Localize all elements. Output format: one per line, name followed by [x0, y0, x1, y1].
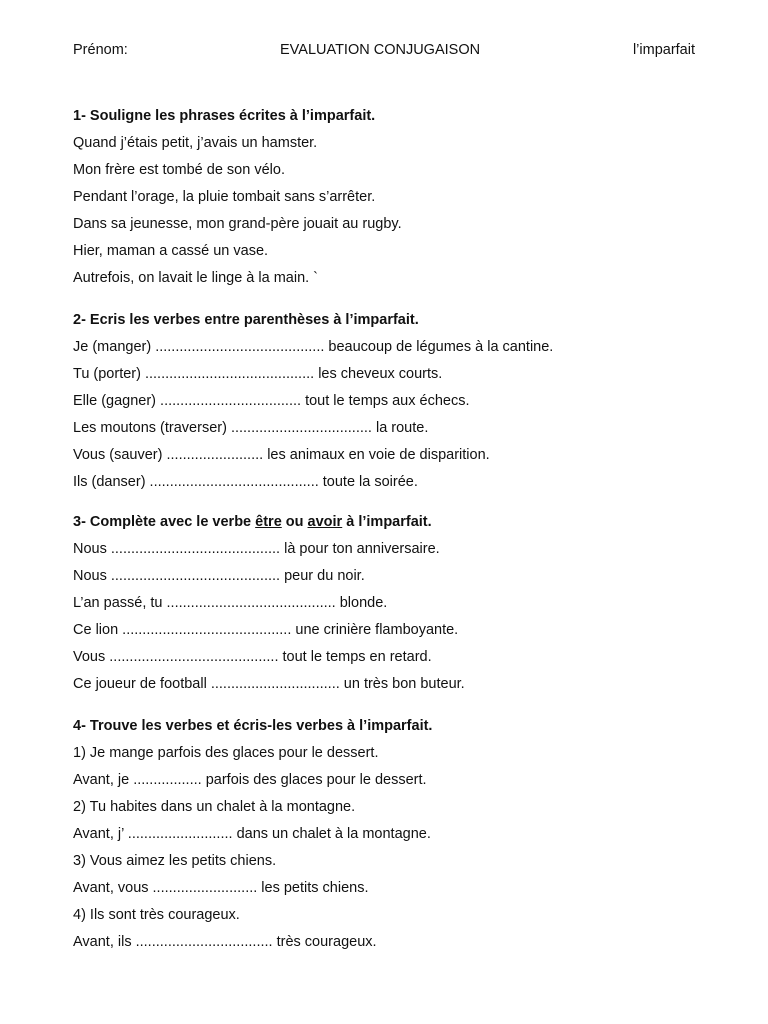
exercise-4-item: 3) Vous aimez les petits chiens. — [73, 853, 277, 869]
exercise-2-instruction: 2- Ecris les verbes entre parenthèses à l’imparfait. — [73, 312, 419, 328]
exercise-2-item: Tu (porter) .......................................... les cheveux courts. — [73, 366, 443, 382]
exercise-4-item: 1) Je mange parfois des glaces pour le dessert. — [73, 745, 379, 761]
exercise-4-item: Avant, je ................. parfois des glaces pour le dessert. — [73, 772, 427, 788]
exercise-3-item: Ce joueur de football ................................ un très bon buteur. — [73, 676, 465, 692]
exercise-3-instruction-start: 3- Complète avec le verbe — [73, 514, 256, 530]
exercise-1-sentence: Autrefois, on lavait le linge à la main. ` — [73, 270, 319, 286]
exercise-4-instruction: 4- Trouve les verbes et écris-les verbes à l’imparfait. — [73, 718, 433, 734]
worksheet-topic: l’imparfait — [632, 42, 695, 58]
exercise-3-instruction-or: ou — [281, 514, 308, 530]
name-label: Prénom: — [73, 42, 128, 58]
exercise-2-item: Les moutons (traverser) ................................... la route. — [73, 420, 429, 436]
exercise-4-item: Avant, ils .................................. très courageux. — [73, 934, 377, 950]
exercise-1-sentence: Pendant l’orage, la pluie tombait sans s’arrêter. — [73, 189, 376, 205]
exercise-4-item: 4) Ils sont très courageux. — [73, 907, 240, 923]
exercise-2-item: Je (manger) .......................................... beaucoup de légumes à la cantine. — [73, 339, 554, 355]
verb-avoir: avoir — [307, 514, 343, 530]
exercise-4-item: 2) Tu habites dans un chalet à la montagne. — [73, 799, 356, 815]
exercise-2-item: Elle (gagner) ................................... tout le temps aux échecs. — [73, 393, 470, 409]
exercise-3-item: Nous .......................................... peur du noir. — [73, 568, 365, 584]
exercise-2 — [73, 307, 713, 496]
exercise-1-instruction: 1- Souligne les phrases écrites à l’imparfait. — [73, 108, 376, 124]
worksheet-header — [73, 42, 695, 62]
exercise-3-instruction-end: à l’imparfait. — [342, 514, 432, 530]
exercise-4 — [73, 713, 713, 956]
exercise-1-sentence: Hier, maman a cassé un vase. — [73, 243, 269, 259]
exercise-4-item: Avant, j’ .......................... dans un chalet à la montagne. — [73, 826, 431, 842]
exercise-3 — [73, 509, 713, 698]
exercise-3-item: Ce lion .......................................... une crinière flamboyante. — [73, 622, 459, 638]
exercise-3-item: Nous .......................................... là pour ton anniversaire. — [73, 541, 440, 557]
exercise-1-sentence: Mon frère est tombé de son vélo. — [73, 162, 285, 178]
exercise-1-sentence: Dans sa jeunesse, mon grand-père jouait au rugby. — [73, 216, 402, 232]
exercise-4-item: Avant, vous .......................... les petits chiens. — [73, 880, 369, 896]
exercise-3-item: Vous .......................................... tout le temps en retard. — [73, 649, 432, 665]
exercise-3-item: L’an passé, tu .......................................... blonde. — [73, 595, 388, 611]
worksheet-title: EVALUATION CONJUGAISON — [280, 42, 481, 58]
exercise-1 — [73, 103, 713, 292]
exercise-1-sentence: Quand j’étais petit, j’avais un hamster. — [73, 135, 318, 151]
exercise-2-item: Ils (danser) .......................................... toute la soirée. — [73, 474, 418, 490]
exercise-3-instruction — [73, 509, 713, 536]
exercise-2-item: Vous (sauver) ........................ les animaux en voie de disparition. — [73, 447, 490, 463]
verb-etre: être — [255, 514, 282, 530]
